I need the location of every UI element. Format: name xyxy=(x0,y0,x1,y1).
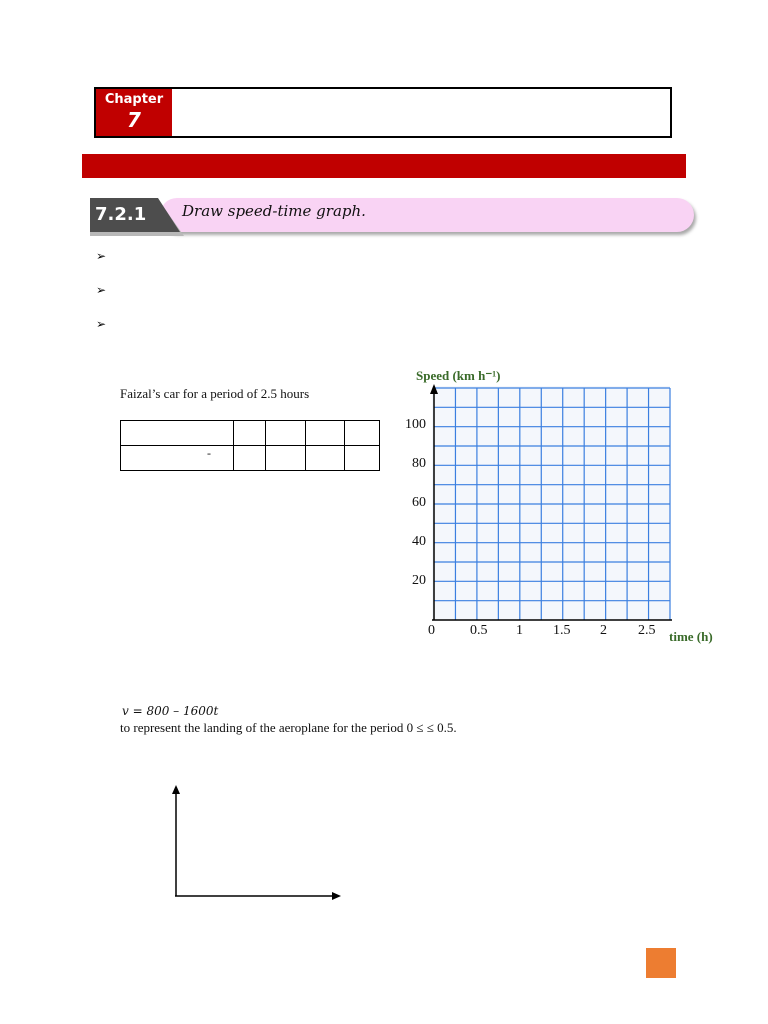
x-tick-label: 1.5 xyxy=(553,623,571,638)
y-tick-label: 80 xyxy=(412,456,426,471)
table-cell xyxy=(234,421,266,446)
table-row xyxy=(121,446,380,471)
sketch-y-arrow-icon xyxy=(172,785,180,794)
x-tick-label: 2.5 xyxy=(638,623,656,638)
x-tick-label: 0 xyxy=(428,623,435,638)
speed-time-grid xyxy=(400,380,730,650)
question-2-text: to represent the landing of the aeroplane for the period 0 ≤ ≤ 0.5. xyxy=(120,720,457,735)
blank-axes-sketch xyxy=(168,782,348,904)
chapter-title-bar xyxy=(82,154,686,178)
section-number: 7.2.1 xyxy=(95,204,147,225)
y-tick-label: 20 xyxy=(412,573,426,588)
chapter-header xyxy=(94,87,672,138)
chapter-number: 7 xyxy=(127,108,141,132)
velocity-equation: v = 800 – 1600t xyxy=(122,704,219,718)
y-tick-label: 100 xyxy=(405,417,426,432)
table-cell xyxy=(234,446,266,471)
y-tick-label: 60 xyxy=(412,495,426,510)
bullet-marker: ➢ xyxy=(96,283,107,297)
table-cell: - xyxy=(121,446,234,471)
table-row xyxy=(121,421,380,446)
sketch-x-arrow-icon xyxy=(332,892,341,900)
speed-time-table xyxy=(120,420,380,471)
table-cell xyxy=(306,421,345,446)
graph-x-axis-label: time (h) xyxy=(669,629,713,644)
table-cell xyxy=(266,446,306,471)
x-tick-label: 2 xyxy=(600,623,607,638)
x-tick-label: 0.5 xyxy=(470,623,488,638)
question-1-text: Faizal’s car for a period of 2.5 hours xyxy=(120,386,310,401)
section-banner xyxy=(90,196,698,238)
chapter-tab xyxy=(96,89,172,136)
page-corner-marker xyxy=(646,948,676,978)
bullet-marker: ➢ xyxy=(96,249,107,263)
y-tick-label: 40 xyxy=(412,534,426,549)
section-title: Draw speed-time graph. xyxy=(182,202,366,220)
graph-y-axis-label: Speed (km h⁻¹) xyxy=(416,368,501,383)
table-cell xyxy=(345,421,380,446)
table-cell xyxy=(306,446,345,471)
x-tick-label: 1 xyxy=(516,623,523,638)
chapter-word: Chapter xyxy=(104,92,164,107)
table-cell xyxy=(345,446,380,471)
bullet-marker: ➢ xyxy=(96,317,107,331)
table-cell xyxy=(121,421,234,446)
table-cell xyxy=(266,421,306,446)
